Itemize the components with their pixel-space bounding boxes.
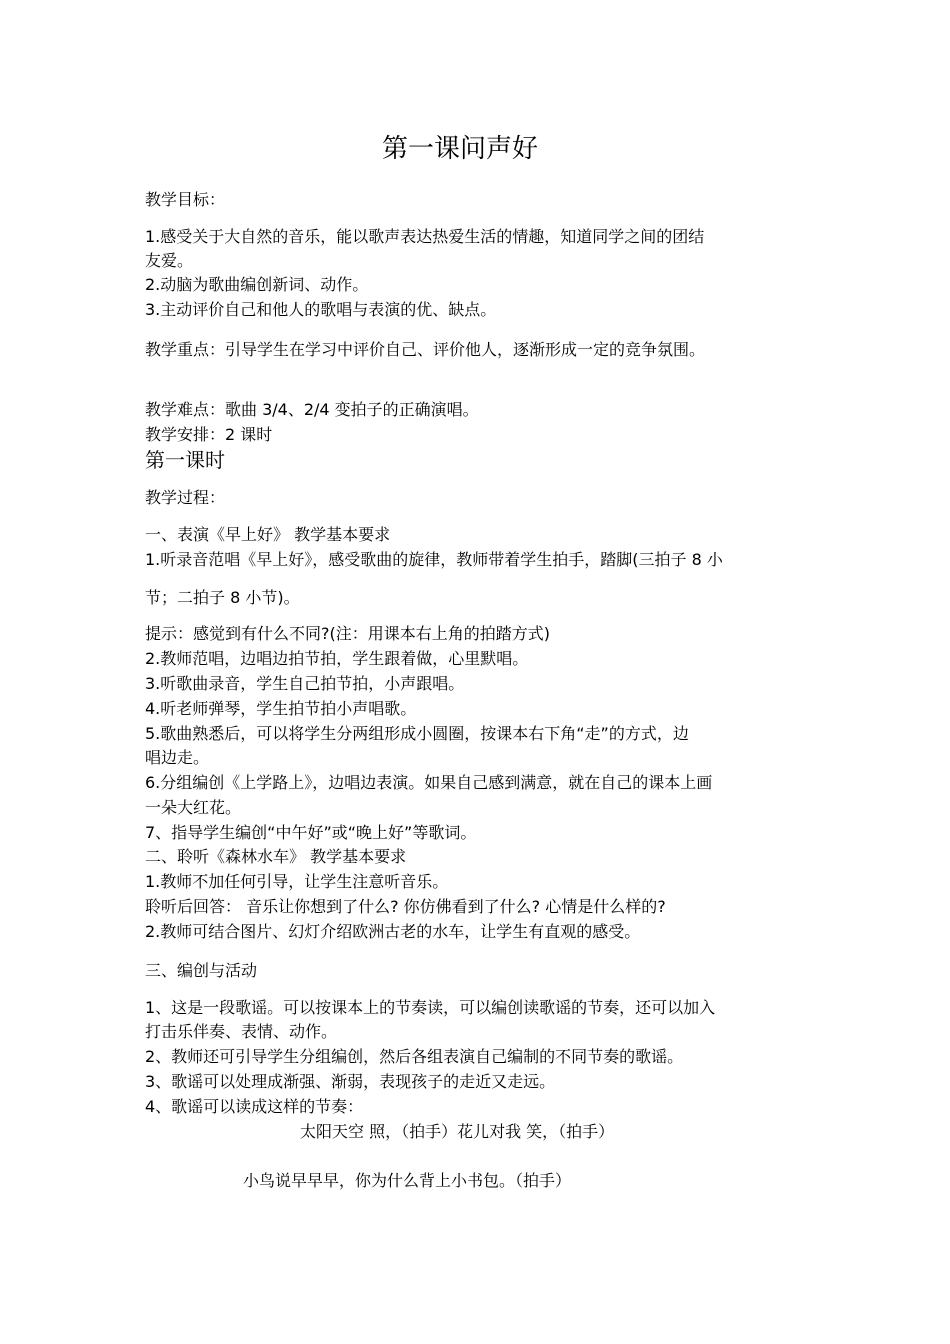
step-2-1: 1.教师不加任何引导，让学生注意听音乐。 <box>145 872 449 891</box>
step-3-1-cont: 打击乐伴奏、表情、动作。 <box>145 1022 338 1041</box>
lesson-heading: 第一课时 <box>145 448 225 472</box>
section-heading-objectives: 教学目标： <box>145 190 226 209</box>
rhythm-line-1: 太阳天空 照，（拍手）花儿对我 笑，（拍手） <box>300 1122 615 1141</box>
step-3-3: 3、歌谣可以处理成渐强、渐弱，表现孩子的走近又走远。 <box>145 1072 556 1091</box>
part-1-heading: 一、表演《早上好》 教学基本要求 <box>145 525 391 544</box>
teaching-difficulty: 教学难点：歌曲 3/4、2/4 变拍子的正确演唱。 <box>145 400 479 419</box>
objective-1-cont: 友爱。 <box>145 251 194 270</box>
listening-questions: 聆听后回答： 音乐让你想到了什么? 你仿佛看到了什么? 心情是什么样的? <box>145 897 666 916</box>
part-3-heading: 三、编创与活动 <box>145 961 258 980</box>
step-3-4: 4、歌谣可以读成这样的节奏： <box>145 1097 364 1116</box>
step-1-1-cont: 节；二拍子 8 小节)。 <box>145 588 300 607</box>
step-2-2: 2.教师可结合图片、幻灯介绍欧洲古老的水车，让学生有直观的感受。 <box>145 922 641 941</box>
step-1-2: 2.教师范唱，边唱边拍节拍，学生跟着做，心里默唱。 <box>145 649 529 668</box>
step-1-4: 4.听老师弹琴，学生拍节拍小声唱歌。 <box>145 699 417 718</box>
objective-1: 1.感受关于大自然的音乐，能以歌声表达热爱生活的情趣，知道同学之间的团结 <box>145 227 705 246</box>
teaching-schedule: 教学安排：2 课时 <box>145 425 273 444</box>
step-1-6-cont: 一朵大红花。 <box>145 798 242 817</box>
process-heading: 教学过程： <box>145 488 226 507</box>
part-2-heading: 二、聆听《森林水车》 教学基本要求 <box>145 847 407 866</box>
step-1-5-cont: 唱边走。 <box>145 748 210 767</box>
step-1-7: 7、指导学生编创“中午好”或“晚上好”等歌词。 <box>145 823 477 842</box>
step-1-6: 6.分组编创《上学路上》，边唱边表演。如果自己感到满意，就在自己的课本上画 <box>145 773 713 792</box>
teaching-focus: 教学重点：引导学生在学习中评价自己、评价他人，逐渐形成一定的竞争氛围。 <box>145 340 706 359</box>
step-3-1: 1、这是一段歌谣。可以按课本上的节奏读，可以编创读歌谣的节奏，还可以加入 <box>145 998 716 1017</box>
step-3-2: 2、教师还可引导学生分组编创，然后各组表演自己编制的不同节奏的歌谣。 <box>145 1047 684 1066</box>
step-1-5: 5.歌曲熟悉后，可以将学生分两组形成小圆圈，按课本右下角“走”的方式，边 <box>145 724 689 743</box>
hint-line: 提示：感觉到有什么不同?(注：用课本右上角的拍踏方式) <box>145 624 550 643</box>
rhythm-line-2: 小鸟说早早早，你为什么背上小书包。（拍手） <box>243 1171 572 1190</box>
objective-3: 3.主动评价自己和他人的歌唱与表演的优、缺点。 <box>145 300 497 319</box>
objective-2: 2.动脑为歌曲编创新词、动作。 <box>145 275 369 294</box>
step-1-1: 1.听录音范唱《早上好》，感受歌曲的旋律，教师带着学生拍手，踏脚(三拍子 8 小 <box>145 550 723 569</box>
step-1-3: 3.听歌曲录音，学生自己拍节拍，小声跟唱。 <box>145 674 465 693</box>
document-title: 第一课问声好 <box>381 134 538 164</box>
